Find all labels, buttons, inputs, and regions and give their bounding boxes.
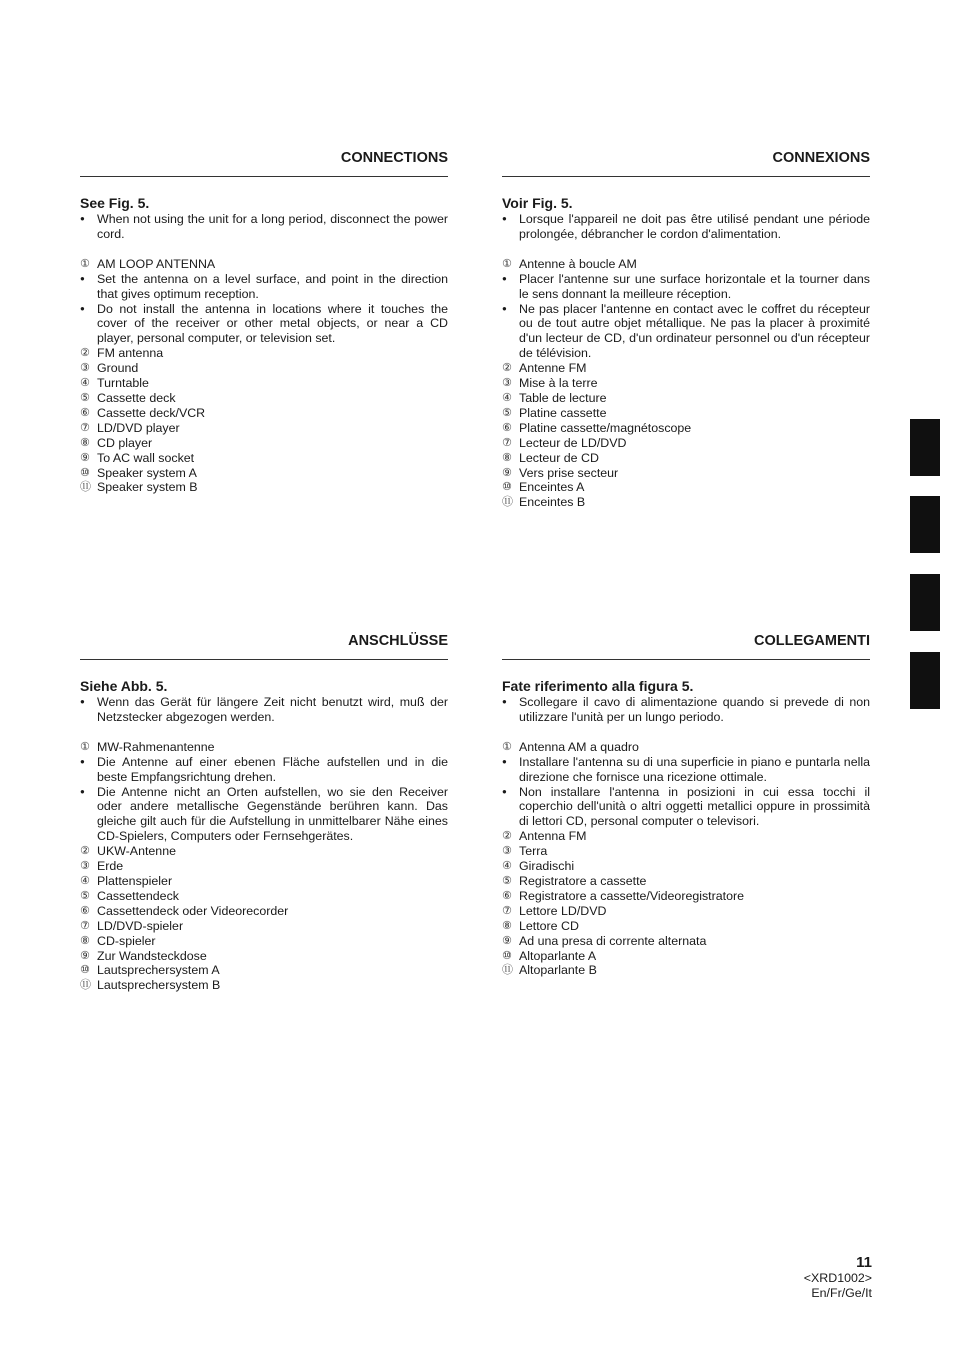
item-label: Antenna AM a quadro: [519, 739, 639, 754]
language-tab-4: [910, 652, 940, 709]
item-label: Lettore CD: [519, 918, 579, 933]
item-label: Cassettendeck: [97, 888, 179, 903]
item-number: ⑩: [80, 466, 90, 479]
numbered-item: [80, 740, 448, 755]
item-number: ⑦: [502, 436, 512, 449]
bullet-item: ● Die Antenne nicht an Orten aufstellen, wo sie den Receiver oder andere metallische Gegenstände berühren kann. Das gleiche gilt auch für die Aufstellung in unmittelbarer Nähe eines CD-Spielers, Computers oder Fernsehgerätes.: [80, 785, 448, 845]
numbered-item: [502, 829, 870, 844]
item-number: ⑤: [502, 406, 512, 419]
numbered-item: [80, 406, 448, 421]
bullet-item: ● When not using the unit for a long period, disconnect the power cord.: [80, 212, 448, 242]
numbered-item: [502, 963, 870, 978]
item-number: ③: [80, 860, 90, 873]
item-number: ⑤: [502, 874, 512, 887]
item-label: LD/DVD-spieler: [97, 918, 184, 933]
item-label: Plattenspieler: [97, 873, 173, 888]
item-label: Antenne FM: [519, 361, 587, 376]
item-number: ④: [502, 860, 512, 873]
item-label: Giradischi: [519, 859, 575, 874]
item-number: ①: [502, 740, 512, 753]
numbered-item: [502, 889, 870, 904]
bullet-item: ● Ne pas placer l'antenne en contact avec le coffret du récepteur ou de tout autre objet métallique. Ne pas la placer à proximité d'un lecteur de CD, d'un ordinateur personnel ou d'un récepteur de télévision.: [502, 302, 870, 362]
item-label: Registratore a cassette: [519, 873, 647, 888]
numbered-item: [502, 934, 870, 949]
item-label: LD/DVD player: [97, 420, 180, 435]
numbered-item: [80, 346, 448, 361]
bullet-item: ● Lorsque l'appareil ne doit pas être utilisé pendant une période prolongée, débrancher le cordon d'alimentation.: [502, 212, 870, 242]
item-number: ③: [502, 377, 512, 390]
item-label: To AC wall socket: [97, 450, 195, 465]
numbered-item: [80, 904, 448, 919]
numbered-item: [502, 844, 870, 859]
section-title: COLLEGAMENTI: [502, 633, 870, 660]
section-title: CONNEXIONS: [502, 150, 870, 177]
item-number: ⑧: [80, 436, 90, 449]
item-number: ④: [80, 874, 90, 887]
item-label: Lecteur de CD: [519, 450, 599, 465]
section-title: CONNECTIONS: [80, 150, 448, 177]
item-number: ⑦: [80, 919, 90, 932]
item-number: ①: [502, 257, 512, 270]
numbered-item: [80, 844, 448, 859]
language-tab-3: [910, 574, 940, 631]
section-connexions: [502, 150, 870, 510]
item-label: Lecteur de LD/DVD: [519, 435, 627, 450]
item-label: Antenna FM: [519, 829, 587, 844]
item-number: ⑦: [80, 421, 90, 434]
numbered-item: [502, 740, 870, 755]
item-number: ⑨: [80, 949, 90, 962]
item-number: ⑥: [80, 406, 90, 419]
item-number: ⑨: [80, 451, 90, 464]
numbered-item: [502, 949, 870, 964]
item-label: Enceintes A: [519, 480, 585, 495]
spacer: [502, 242, 870, 257]
section-connections: [80, 150, 448, 495]
numbered-item: [80, 376, 448, 391]
numbered-item: [502, 480, 870, 495]
numbered-item: [502, 466, 870, 481]
numbered-item: [80, 391, 448, 406]
item-number: ⑪: [80, 979, 91, 992]
item-label: Turntable: [97, 376, 149, 391]
item-number: ⑧: [502, 919, 512, 932]
item-number: ②: [80, 845, 90, 858]
item-label: Cassette deck/VCR: [97, 405, 206, 420]
item-label: CD-spieler: [97, 933, 156, 948]
item-label: Ground: [97, 361, 139, 376]
item-number: ⑧: [502, 451, 512, 464]
item-number: ②: [80, 347, 90, 360]
item-label: Antenne à boucle AM: [519, 256, 637, 271]
numbered-item: [80, 421, 448, 436]
item-label: CD player: [97, 435, 153, 450]
item-number: ②: [502, 830, 512, 843]
item-label: Speaker system B: [97, 480, 198, 495]
numbered-item: [80, 480, 448, 495]
item-label: Vers prise secteur: [519, 465, 619, 480]
item-label: AM LOOP ANTENNA: [97, 256, 216, 271]
numbered-item: [80, 934, 448, 949]
item-label: Zur Wandsteckdose: [97, 948, 207, 963]
item-number: ⑩: [502, 949, 512, 962]
numbered-item: [502, 376, 870, 391]
item-number: ⑥: [502, 421, 512, 434]
item-number: ⑥: [502, 889, 512, 902]
language-codes: En/Fr/Ge/It: [811, 1285, 872, 1300]
item-label: Lautsprechersystem B: [97, 978, 221, 993]
numbered-item: [502, 361, 870, 376]
item-number: ⑤: [80, 391, 90, 404]
item-number: ⑤: [80, 889, 90, 902]
numbered-item: [80, 436, 448, 451]
numbered-item: [80, 949, 448, 964]
section-title: ANSCHLÜSSE: [80, 633, 448, 660]
item-label: Speaker system A: [97, 465, 197, 480]
item-number: ④: [502, 391, 512, 404]
section-subtitle: Siehe Abb. 5.: [80, 678, 168, 694]
item-label: Terra: [519, 844, 548, 859]
numbered-item: [502, 859, 870, 874]
item-label: Lautsprechersystem A: [97, 963, 220, 978]
item-label: Altoparlante A: [519, 948, 597, 963]
numbered-item: [80, 889, 448, 904]
page-number: 11: [856, 1254, 872, 1271]
item-label: Registratore a cassette/Videoregistratore: [519, 888, 744, 903]
numbered-item: [502, 391, 870, 406]
item-label: Erde: [97, 859, 124, 874]
numbered-item: [80, 466, 448, 481]
item-label: Lettore LD/DVD: [519, 903, 607, 918]
spacer: [502, 725, 870, 740]
item-label: Altoparlante B: [519, 963, 597, 978]
bullet-item: ● Placer l'antenne sur une surface horizontale et la tourner dans le sens donnant la meilleure réception.: [502, 272, 870, 302]
item-label: Cassette deck: [97, 390, 176, 405]
numbered-item: [80, 451, 448, 466]
bullet-item: ● Installare l'antenna su di una superficie in piano e puntarla nella direzione che fornisce una ricezione ottimale.: [502, 755, 870, 785]
item-label: MW-Rahmenantenne: [97, 739, 215, 754]
item-number: ⑩: [80, 964, 90, 977]
numbered-item: [80, 963, 448, 978]
bullet-item: ● Non installare l'antenna in posizioni in cui essa tocchi il coperchio dell'unità o altri oggetti metallici oppure in prossimità di lettori CD, personal computer o televisori.: [502, 785, 870, 830]
bullet-item: ● Wenn das Gerät für längere Zeit nicht benutzt wird, muß der Netzstecker abgezogen werden.: [80, 695, 448, 725]
spacer: [80, 725, 448, 740]
language-tab-2: [910, 496, 940, 553]
section-collegamenti: [502, 633, 870, 978]
item-number: ④: [80, 377, 90, 390]
numbered-item: [502, 919, 870, 934]
bullet-item: ● Set the antenna on a level surface, and point in the direction that gives optimum reception.: [80, 272, 448, 302]
numbered-item: [502, 421, 870, 436]
item-label: Platine cassette: [519, 405, 607, 420]
item-label: Ad una presa di corrente alternata: [519, 933, 707, 948]
numbered-item: [80, 874, 448, 889]
language-tab-1: [910, 419, 940, 476]
item-number: ⑩: [502, 481, 512, 494]
item-number: ⑪: [502, 496, 513, 509]
numbered-item: [80, 978, 448, 993]
spacer: [80, 242, 448, 257]
section-subtitle: See Fig. 5.: [80, 195, 150, 211]
numbered-item: [502, 904, 870, 919]
item-label: Platine cassette/magnétoscope: [519, 420, 692, 435]
bullet-item: ● Do not install the antenna in locations where it touches the cover of the receiver or other metal objects, or near a CD player, personal computer, or television set.: [80, 302, 448, 347]
numbered-item: [502, 436, 870, 451]
item-number: ⑥: [80, 904, 90, 917]
item-number: ①: [80, 740, 90, 753]
item-number: ⑨: [502, 466, 512, 479]
item-number: ⑪: [502, 964, 513, 977]
model-code: <XRD1002>: [803, 1271, 872, 1285]
item-number: ⑧: [80, 934, 90, 947]
bullet-item: ● Die Antenne auf einer ebenen Fläche aufstellen und in die beste Empfangsrichtung drehen.: [80, 755, 448, 785]
section-anschlusse: [80, 633, 448, 993]
numbered-item: [80, 257, 448, 272]
item-label: UKW-Antenne: [97, 844, 176, 859]
item-number: ①: [80, 257, 90, 270]
numbered-item: [502, 257, 870, 272]
item-label: Enceintes B: [519, 495, 586, 510]
numbered-item: [502, 406, 870, 421]
section-subtitle: Voir Fig. 5.: [502, 195, 573, 211]
numbered-item: [80, 361, 448, 376]
item-number: ③: [80, 362, 90, 375]
numbered-item: [502, 874, 870, 889]
numbered-item: [502, 495, 870, 510]
item-number: ⑪: [80, 481, 91, 494]
item-number: ⑦: [502, 904, 512, 917]
numbered-item: [80, 859, 448, 874]
item-number: ③: [502, 845, 512, 858]
numbered-item: [502, 451, 870, 466]
item-label: Table de lecture: [519, 390, 607, 405]
numbered-item: [80, 919, 448, 934]
item-number: ⑨: [502, 934, 512, 947]
section-subtitle: Fate riferimento alla figura 5.: [502, 678, 694, 694]
item-label: Cassettendeck oder Videorecorder: [97, 903, 289, 918]
item-label: FM antenna: [97, 346, 164, 361]
item-number: ②: [502, 362, 512, 375]
page-footer: [804, 1254, 872, 1300]
bullet-item: ● Scollegare il cavo di alimentazione quando si prevede di non utilizzare l'unità per un lungo periodo.: [502, 695, 870, 725]
item-label: Mise à la terre: [519, 376, 598, 391]
